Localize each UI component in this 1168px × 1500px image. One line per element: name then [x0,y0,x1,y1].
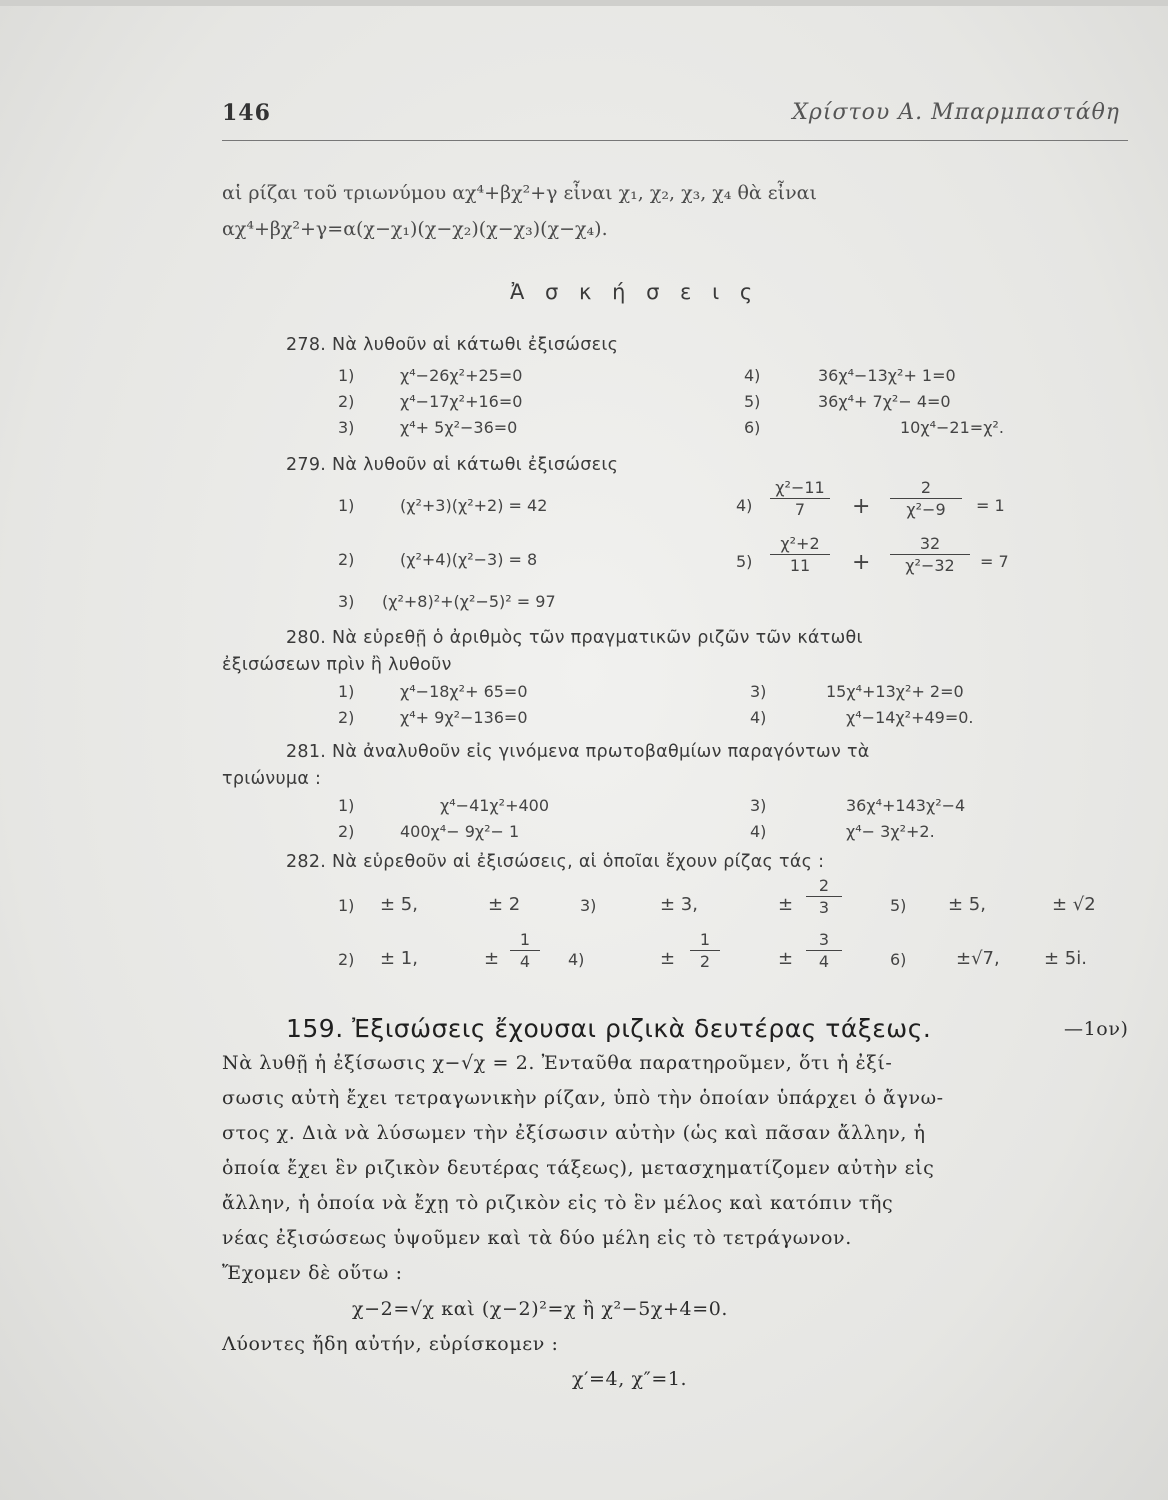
ex281-n2: 2) [338,822,355,841]
body-line-4: ὁποία ἔχει ἓν ριζικὸν δευτέρας τάξεως), μετασχηματίζομεν αὐτὴν εἰς [222,1157,935,1179]
ex279-frac4a-den: 7 [794,500,806,519]
ex279-frac4-op: + [852,494,871,519]
ex278-n2: 2) [338,392,355,411]
ex282-r4-b-pm: ± [778,948,794,969]
ex282-r6-a: ±√7, [956,948,1000,969]
ex280-title-2: ἐξισώσεων πρὶν ἢ λυθοῦν [222,655,452,675]
ex282-title: 282. Νὰ εὑρεθοῦν αἱ ἐξισώσεις, αἱ ὁποῖαι ἔχουν ρίζας τάς : [286,852,825,872]
ex280-eq3: 15χ⁴+13χ²+ 2=0 [826,682,964,701]
ex279-n2: 2) [338,550,355,569]
body-line-after: Λύοντες ἤδη αὐτήν, εὑρίσκομεν : [222,1333,559,1355]
ex279-n1: 1) [338,496,355,515]
ex278-eq3: χ⁴+ 5χ²−36=0 [400,418,518,437]
ex280-eq2: χ⁴+ 9χ²−136=0 [400,708,528,727]
body-equation: χ−2=√χ καὶ (χ−2)²=χ ἢ χ²−5χ+4=0. [352,1298,729,1320]
ex282-n5: 5) [890,896,907,915]
ex278-n3: 3) [338,418,355,437]
ex282-n6: 6) [890,950,907,969]
body-line-7: Ἔχομεν δὲ οὕτω : [222,1262,403,1284]
ex281-eq3: 36χ⁴+143χ²−4 [846,796,966,815]
ex282-r3-a: ± 3, [660,894,698,915]
ex282-r6-b: ± 5i. [1044,948,1087,969]
ex282-n3: 3) [580,896,597,915]
ex282-r1-a: ± 5, [380,894,418,915]
ex279-eq3: (χ²+8)²+(χ²−5)² = 97 [382,592,556,611]
ex282-r4-b-den: 4 [818,952,830,971]
ex282-r4-b-frac [806,930,842,971]
ex282-r3-pm: ± [778,894,794,915]
ex279-frac5a-den: 11 [789,556,811,575]
ex282-r4-a-num: 1 [690,930,720,951]
ex279-frac5b-num: 32 [890,534,970,555]
ex281-title: 281. Νὰ ἀναλυθοῦν εἰς γινόμενα πρωτοβαθμίων παραγόντων τὰ [286,742,870,762]
ex280-n1: 1) [338,682,355,701]
ex278-eq2: χ⁴−17χ²+16=0 [400,392,523,411]
ex280-title: 280. Νὰ εὑρεθῇ ὁ ἀριθμὸς τῶν πραγματικῶν ριζῶν τῶν κάτωθι [286,628,863,648]
intro-line-1: αἱ ρίζαι τοῦ τριωνύμου αχ⁴+βχ²+γ εἶναι χ₁, χ₂, χ₃, χ₄ θὰ εἶναι [222,182,817,204]
ex278-n5: 5) [744,392,761,411]
ex279-eq2: (χ²+4)(χ²−3) = 8 [400,550,538,569]
ex282-n1: 1) [338,896,355,915]
intro-line-2: αχ⁴+βχ²+γ=α(χ−χ₁)(χ−χ₂)(χ−χ₃)(χ−χ₄). [222,218,608,240]
ex279-n5: 5) [736,552,753,571]
ex278-n1: 1) [338,366,355,385]
ex281-n1: 1) [338,796,355,815]
ex282-r3-den: 3 [818,898,830,917]
ex279-n4: 4) [736,496,753,515]
header-rule [222,140,1128,141]
ex282-r2-a: ± 1, [380,948,418,969]
ex278-title: 278. Νὰ λυθοῦν αἱ κάτωθι ἐξισώσεις [286,335,619,355]
ex281-eq4: χ⁴− 3χ²+2. [846,822,935,841]
ex280-n4: 4) [750,708,767,727]
ex279-frac5-rhs: = 7 [980,552,1009,571]
body-line-6: νέας ἐξισώσεως ὑψοῦμεν καὶ τὰ δύο μέλη εἰς τὸ τετράγωνον. [222,1227,852,1249]
ex280-n2: 2) [338,708,355,727]
ex279-frac4b-num: 2 [890,478,962,499]
body-line-5: ἄλλην, ἡ ὁποία νὰ ἔχῃ τὸ ριζικὸν εἰς τὸ ἓν μέλος καὶ κατόπιν τῆς [222,1192,894,1214]
page-number: 146 [222,100,271,126]
ex282-r2-num: 1 [510,930,540,951]
exercises-heading: Ἀ σ κ ή σ ε ι ς [510,280,760,304]
ex281-eq1: χ⁴−41χ²+400 [440,796,550,815]
body-line-2: σωσις αὐτὴ ἔχει τετραγωνικὴν ρίζαν, ὑπὸ τὴν ὁποίαν ὑπάρχει ὁ ἄγνω- [222,1087,944,1109]
section-159-title: 159. Ἐξισώσεις ἔχουσαι ριζικὰ δευτέρας τάξεως. [286,1014,932,1043]
ex282-r4-b-num: 3 [806,930,842,951]
ex279-frac4b-den: χ²−9 [906,500,946,519]
ex281-eq2: 400χ⁴− 9χ²− 1 [400,822,520,841]
ex279-frac4a-num: χ²−11 [770,478,830,499]
ex281-n4: 4) [750,822,767,841]
ex282-r2-frac [510,930,540,971]
ex279-frac5a [770,534,830,575]
ex280-n3: 3) [750,682,767,701]
ex278-eq1: χ⁴−26χ²+25=0 [400,366,523,385]
ex280-eq4: χ⁴−14χ²+49=0. [846,708,974,727]
ex278-eq4: 36χ⁴−13χ²+ 1=0 [818,366,956,385]
ex282-r1-b: ± 2 [488,894,521,915]
ex282-r4-a-pm: ± [660,948,676,969]
ex279-frac5a-num: χ²+2 [770,534,830,555]
ex282-r3-frac [806,876,842,917]
ex279-frac5b [890,534,970,575]
ex278-eq6: 10χ⁴−21=χ². [900,418,1004,437]
ex280-eq1: χ⁴−18χ²+ 65=0 [400,682,528,701]
ex282-r2-den: 4 [519,952,531,971]
ex279-frac4b [890,478,962,519]
ex279-frac5b-den: χ²−32 [905,556,955,575]
page-edge [0,0,1168,6]
ex282-r2-pm: ± [484,948,500,969]
body-result: χ′=4, χ″=1. [572,1368,688,1390]
ex282-r5-b: ± √2 [1052,894,1096,915]
running-title: Χρίστου Α. Μπαρμπαστάθη [792,100,1120,125]
ex278-n6: 6) [744,418,761,437]
ex282-n2: 2) [338,950,355,969]
ex279-frac5-op: + [852,550,871,575]
ex279-title: 279. Νὰ λυθοῦν αἱ κάτωθι ἐξισώσεις [286,455,619,475]
body-line-1: Νὰ λυθῇ ἡ ἐξίσωσις χ−√χ = 2. Ἐνταῦθα παρατηροῦμεν, ὅτι ἡ ἐξί- [222,1052,893,1074]
ex282-r4-a-den: 2 [699,952,711,971]
ex282-r4-a-frac [690,930,720,971]
ex279-eq1: (χ²+3)(χ²+2) = 42 [400,496,548,515]
ex281-title-2: τριώνυμα : [222,769,322,789]
section-159-title-suffix: —1ον) [1064,1018,1129,1040]
ex281-n3: 3) [750,796,767,815]
ex279-frac4a [770,478,830,519]
ex278-n4: 4) [744,366,761,385]
ex282-n4: 4) [568,950,585,969]
ex279-frac4-rhs: = 1 [976,496,1005,515]
ex282-r5-a: ± 5, [948,894,986,915]
ex279-n3: 3) [338,592,355,611]
body-line-3: στος χ. Διὰ νὰ λύσωμεν τὴν ἐξίσωσιν αὐτὴν (ὡς καὶ πᾶσαν ἄλλην, ἡ [222,1122,926,1144]
ex278-eq5: 36χ⁴+ 7χ²− 4=0 [818,392,951,411]
ex282-r3-num: 2 [806,876,842,897]
